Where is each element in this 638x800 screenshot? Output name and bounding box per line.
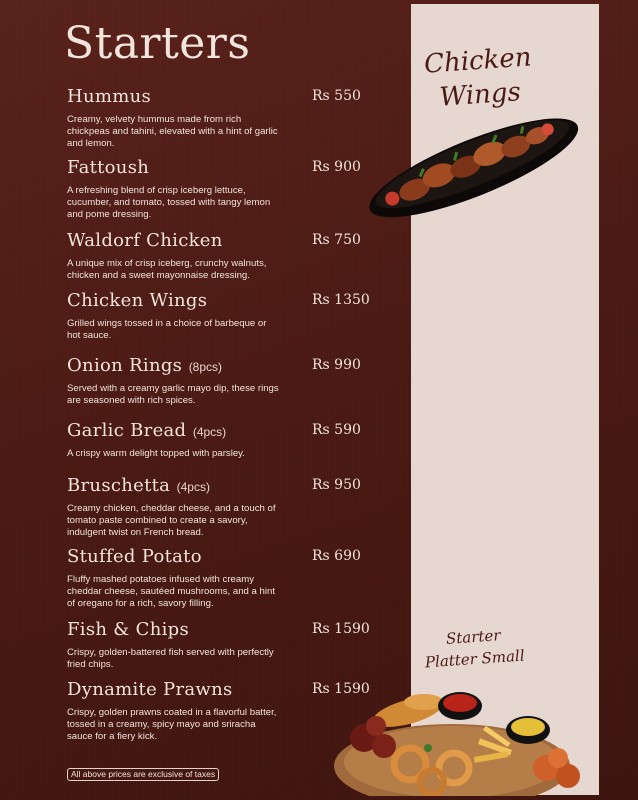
item-name: Garlic Bread <box>67 420 187 441</box>
item-name: Dynamite Prawns <box>67 679 233 700</box>
item-description: Served with a creamy garlic mayo dip, these rings are seasoned with rich spices. <box>67 383 279 407</box>
item-name: Fattoush <box>67 157 150 178</box>
item-name: Stuffed Potato <box>67 546 202 567</box>
starter-platter-script-label <box>413 622 536 674</box>
menu-item-dynamite-prawns <box>67 679 370 744</box>
item-description: A unique mix of crisp iceberg, crunchy walnuts, chicken and a sweet mayonnaise dressing. <box>67 258 267 282</box>
starter-platter-photo <box>332 688 598 796</box>
item-price: Rs 590 <box>312 422 361 438</box>
item-price: Rs 1590 <box>312 621 370 637</box>
item-description: Crispy, golden prawns coated in a flavorful batter, tossed in a creamy, spicy mayo and sriracha sauce for a fiery kick. <box>67 707 277 743</box>
item-price: Rs 900 <box>312 159 361 175</box>
item-description: Fluffy mashed potatoes infused with creamy cheddar cheese, sautéed mushrooms, and a hint of oregano for a rich, savory filling. <box>67 574 275 610</box>
item-name: Fish & Chips <box>67 619 190 640</box>
item-description: Creamy chicken, cheddar cheese, and a touch of tomato paste combined to create a savory, indulgent twist on French bread. <box>67 503 276 539</box>
menu-item-hummus <box>67 86 367 151</box>
item-description: A refreshing blend of crisp iceberg lettuce, cucumber, and tomato, tossed with tangy lemon and pome dressing. <box>67 185 271 221</box>
item-price: Rs 690 <box>312 548 361 564</box>
item-quantity: (8pcs) <box>188 360 223 374</box>
item-price: Rs 1590 <box>312 681 370 697</box>
item-name: Hummus <box>67 86 152 107</box>
script-line: Chicken <box>423 42 533 80</box>
chicken-wings-photo <box>360 104 586 228</box>
item-price: Rs 990 <box>312 357 361 373</box>
item-price: Rs 1350 <box>312 292 370 308</box>
item-description: Grilled wings tossed in a choice of barbeque or hot sauce. <box>67 318 267 342</box>
tax-note: All above prices are exclusive of taxes <box>67 768 219 781</box>
menu-item-onion-rings <box>67 355 367 407</box>
item-name: Onion Rings <box>67 355 183 376</box>
item-description: Creamy, velvety hummus made from rich chickpeas and tahini, elevated with a hint of garlic and lemon. <box>67 114 278 150</box>
menu-item-chicken-wings <box>67 290 370 342</box>
menu-item-fish-and-chips <box>67 619 370 671</box>
script-line: Platter Small <box>424 646 526 672</box>
script-line: Starter <box>445 626 502 648</box>
item-price: Rs 750 <box>312 232 361 248</box>
page-title: Starters <box>64 18 251 69</box>
menu-item-waldorf-chicken <box>67 230 367 282</box>
item-quantity: (4pcs) <box>192 425 227 439</box>
menu-item-stuffed-potato <box>67 546 367 611</box>
item-quantity: (4pcs) <box>176 480 210 494</box>
menu-item-bruschetta <box>67 475 367 540</box>
script-line: Wings <box>438 77 522 113</box>
item-description: Crispy, golden-battered fish served with perfectly fried chips. <box>67 647 274 671</box>
item-description: A crispy warm delight topped with parsley. <box>67 448 245 459</box>
item-price: Rs 550 <box>312 88 361 104</box>
menu-item-fattoush <box>67 157 367 222</box>
item-name: Chicken Wings <box>67 290 208 311</box>
item-price: Rs 950 <box>312 477 361 493</box>
menu-item-garlic-bread <box>67 420 367 460</box>
item-name: Bruschetta <box>67 475 171 496</box>
item-name: Waldorf Chicken <box>67 230 223 251</box>
